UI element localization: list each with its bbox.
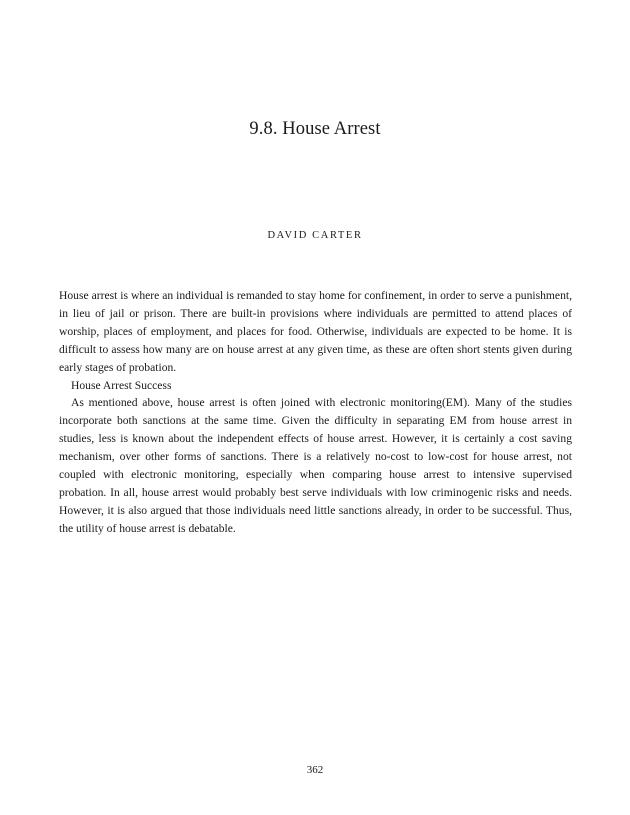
- chapter-author: DAVID CARTER: [267, 230, 363, 241]
- intro-paragraph: House arrest is where an individual is remanded to stay home for confinement, in order to serve a punishment, in lieu of jail or prison. There are built-in provisions where individuals are permitted to attend places of worship, places of employment, and places for food. Otherwise, individuals are expected to be home. It is difficult to assess how many are on house arrest at any given time, as these are often short stents given during early stages of probation.: [59, 289, 572, 374]
- body-text: [59, 287, 572, 538]
- chapter-title: 9.8. House Arrest: [249, 119, 381, 139]
- page-number: 362: [306, 764, 324, 776]
- section-heading: House Arrest Success: [71, 378, 172, 392]
- section-paragraph: As mentioned above, house arrest is often joined with electronic monitoring(EM). Many of the studies incorporate both sanctions at the same time. Given the difficulty in separating EM from house arrest in studies, less is known about the independent effects of house arrest. However, it is certainly a cost saving mechanism, over other forms of sanctions. There is a relatively no-cost to low-cost for house arrest, not coupled with electronic monitoring, especially when comparing house arrest to intensive supervised probation. In all, house arrest would probably best serve individuals with low criminogenic risks and needs. However, it is also argued that those individuals need little sanctions already, in order to be successful. Thus, the utility of house arrest is debatable.: [59, 396, 572, 535]
